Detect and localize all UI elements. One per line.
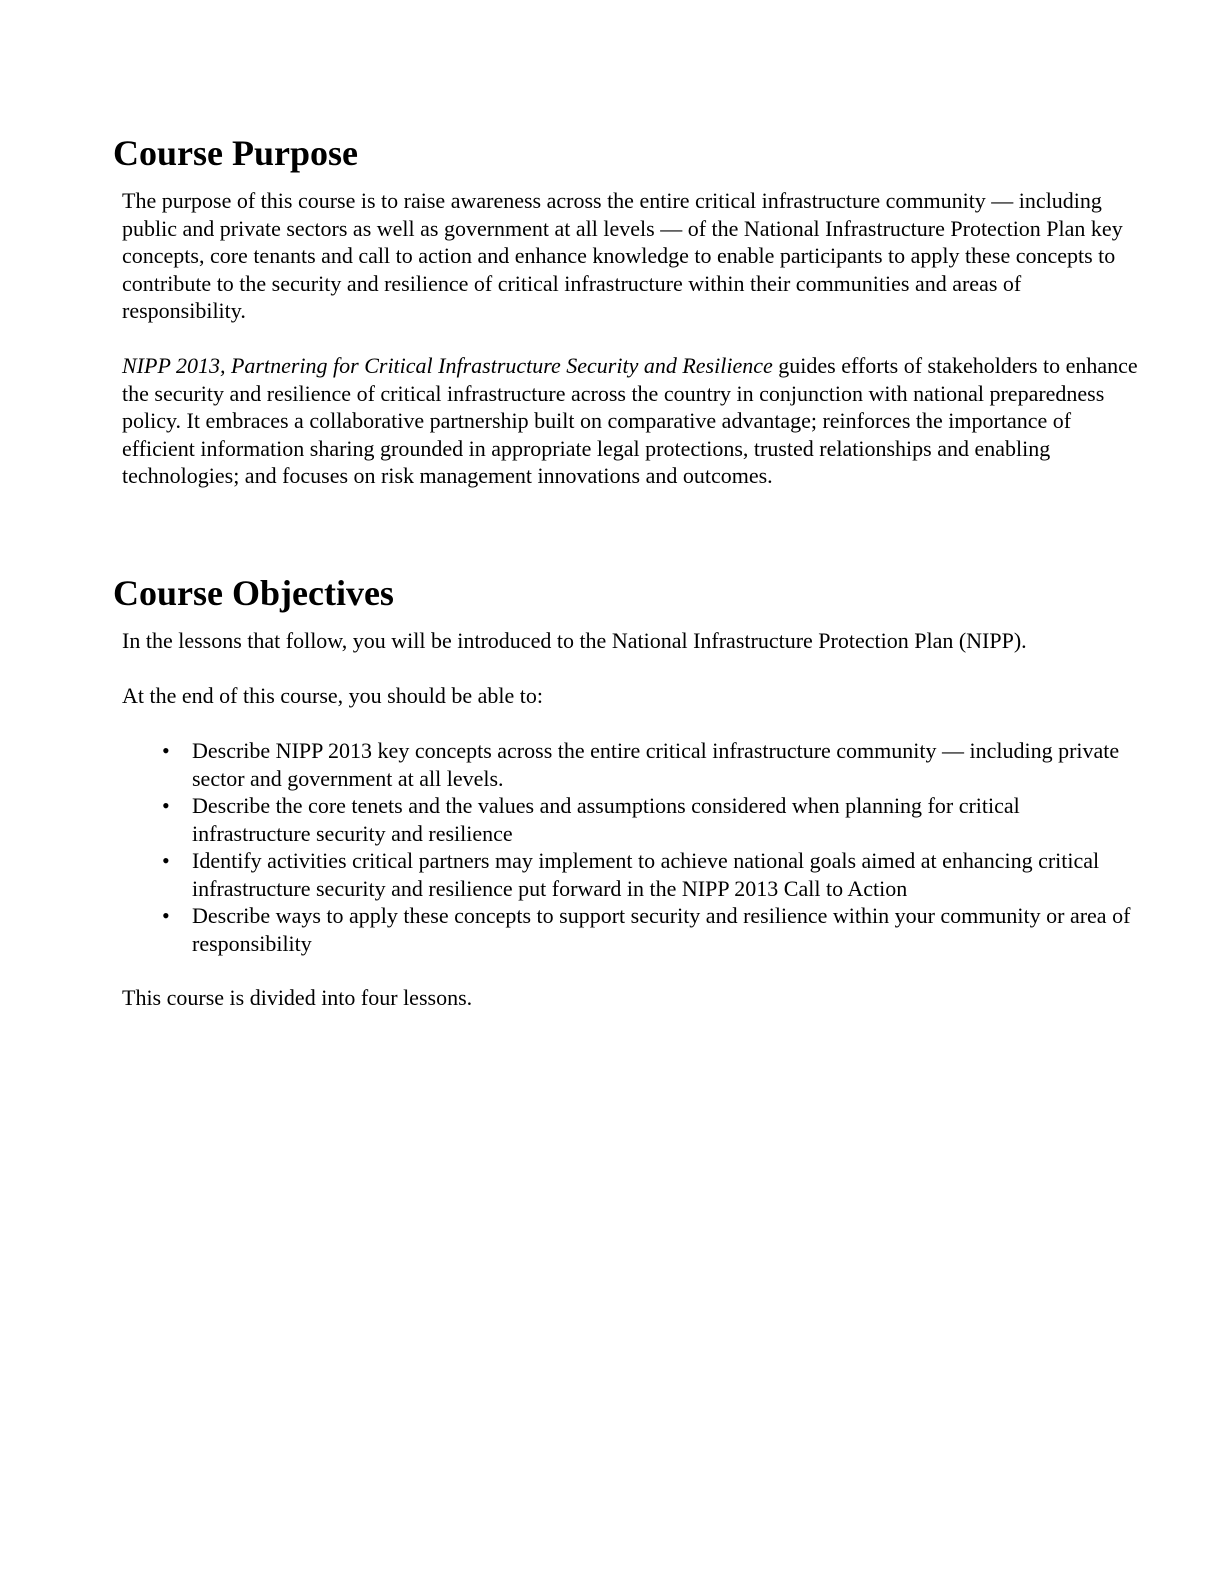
course-lessons-note: This course is divided into four lessons. xyxy=(122,985,473,1010)
objective-item xyxy=(158,902,1143,957)
objective-item-text: Describe the core tenets and the values and assumptions considered when planning for critical infrastructure security and resilience xyxy=(192,793,1020,846)
objective-item-text: Describe NIPP 2013 key concepts across the entire critical infrastructure community — including private sector and government at all levels. xyxy=(192,738,1120,791)
bullet-icon: • xyxy=(162,738,170,763)
course-purpose-paragraph: The purpose of this course is to raise awareness across the entire critical infrastructure community — including public and private sectors as well as government at all levels — of the National Infrastructure Protection Plan key concepts, core tenants and call to action and enhance knowledge to enable participants to apply these concepts to contribute to the security and resilience of critical infrastructure within their communities and areas of responsibility. xyxy=(122,188,1123,323)
nipp-description-paragraph xyxy=(122,352,1142,490)
objective-item-text: Describe ways to apply these concepts to support security and resilience within your community or area of responsibility xyxy=(192,903,1131,956)
objectives-list xyxy=(158,737,1143,957)
bullet-icon: • xyxy=(162,903,170,928)
bullet-icon: • xyxy=(162,793,170,818)
objective-item xyxy=(158,737,1143,792)
objectives-able-to-paragraph: At the end of this course, you should be able to: xyxy=(122,683,543,708)
course-purpose-heading: Course Purpose xyxy=(113,133,358,173)
objectives-intro-paragraph: In the lessons that follow, you will be introduced to the National Infrastructure Protection Plan (NIPP). xyxy=(122,628,1027,653)
objective-item-text: Identify activities critical partners may implement to achieve national goals aimed at enhancing critical infrastructure security and resilience put forward in the NIPP 2013 Call to Action xyxy=(192,848,1100,901)
nipp-description-text: guides efforts of stakeholders to enhance the security and resilience of critical infrastructure across the country in conjunction with national preparedness policy. It embraces a collaborative partnership built on comparative advantage; reinforces the importance of efficient information sharing grounded in appropriate legal protections, trusted relationships and enabling technologies; and focuses on risk management innovations and outcomes. xyxy=(122,353,1138,488)
objective-item xyxy=(158,792,1143,847)
course-objectives-heading: Course Objectives xyxy=(113,573,394,613)
bullet-icon: • xyxy=(162,848,170,873)
objective-item xyxy=(158,847,1143,902)
nipp-document-title: NIPP 2013, Partnering for Critical Infrastructure Security and Resilience xyxy=(122,353,773,378)
